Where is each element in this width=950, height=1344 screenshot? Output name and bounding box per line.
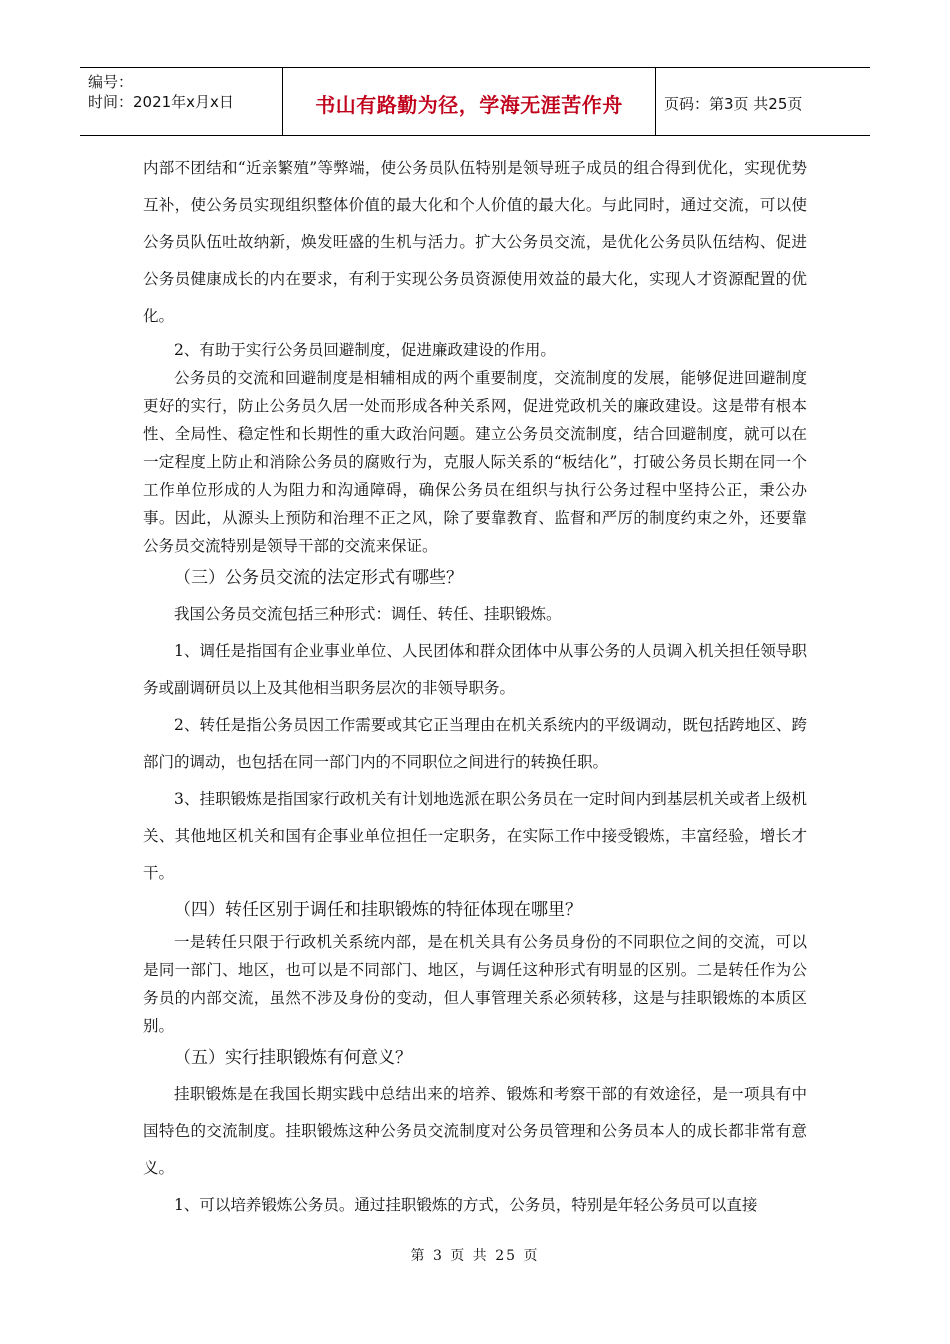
doc-date-label: 时间：2021年x月x日: [88, 93, 234, 111]
document-body: [143, 150, 807, 1224]
section-heading: （三）公务员交流的法定形式有哪些？: [174, 568, 463, 588]
doc-number-label: 编号：: [88, 73, 134, 91]
header-page-cell: [656, 68, 870, 135]
body-paragraph: 一是转任只限于行政机关系统内部，是在机关具有公务员身份的不同职位之间的交流，可以是同一部门、地区，也可以是不同部门、地区，与调任这种形式有明显的区别。二是转任作为公务员的内部交流，虽然不涉及身份的变动，但人事管理关系必须转移，这是与挂职锻炼的本质区别。: [143, 933, 807, 1035]
body-paragraph: 1、可以培养锻炼公务员。通过挂职锻炼的方式，公务员，特别是年轻公务员可以直接: [174, 1196, 758, 1214]
section-heading: （四）转任区别于调任和挂职锻炼的特征体现在哪里？: [174, 900, 582, 920]
section-heading: （五）实行挂职锻炼有何意义？: [174, 1048, 412, 1068]
body-paragraph: 1、调任是指国有企业事业单位、人民团体和群众团体中从事公务的人员调入机关担任领导职务或副调研员以上及其他相当职务层次的非领导职务。: [143, 642, 807, 697]
header-meta-cell: [80, 68, 283, 135]
header-motto: 书山有路勤为径，学海无涯苦作舟: [315, 93, 623, 117]
body-paragraph: 公务员的交流和回避制度是相辅相成的两个重要制度，交流制度的发展，能够促进回避制度更好的实行，防止公务员久居一处而形成各种关系网，促进党政机关的廉政建设。这是带有根本性、全局性、稳定性和长期性的重大政治问题。建立公务员交流制度，结合回避制度，就可以在一定程度上防止和消除公务员的腐败行为，克服人际关系的“板结化”，打破公务员长期在同一个工作单位形成的人为阻力和沟通障碍，确保公务员在组织与执行公务过程中坚持公正，秉公办事。因此，从源头上预防和治理不正之风，除了要靠教育、监督和严厉的制度约束之外，还要靠公务员交流特别是领导干部的交流来保证。: [143, 369, 807, 555]
header-page-number: 页码：第3页 共25页: [664, 95, 803, 113]
header-motto-cell: [283, 68, 656, 135]
body-paragraph: 内部不团结和“近亲繁殖”等弊端，使公务员队伍特别是领导班子成员的组合得到优化，实现优势互补，使公务员实现组织整体价值的最大化和个人价值的最大化。与此同时，通过交流，可以使公务员队伍吐故纳新，焕发旺盛的生机与活力。扩大公务员交流，是优化公务员队伍结构、促进公务员健康成长的内在要求，有利于实现公务员资源使用效益的最大化，实现人才资源配置的优化。: [143, 159, 807, 325]
body-paragraph: 2、有助于实行公务员回避制度，促进廉政建设的作用。: [174, 341, 556, 359]
body-paragraph: 3、挂职锻炼是指国家行政机关有计划地选派在职公务员在一定时间内到基层机关或者上级机关、其他地区机关和国有企事业单位担任一定职务，在实际工作中接受锻炼，丰富经验，增长才干。: [143, 790, 807, 882]
body-paragraph: 我国公务员交流包括三种形式：调任、转任、挂职锻炼。: [174, 605, 562, 623]
body-paragraph: 挂职锻炼是在我国长期实践中总结出来的培养、锻炼和考察干部的有效途径，是一项具有中国特色的交流制度。挂职锻炼这种公务员交流制度对公务员管理和公务员本人的成长都非常有意义。: [143, 1085, 807, 1177]
page-footer: 第 3 页 共 25 页: [410, 1248, 540, 1264]
document-header: [80, 67, 870, 136]
body-paragraph: 2、转任是指公务员因工作需要或其它正当理由在机关系统内的平级调动，既包括跨地区、跨部门的调动，也包括在同一部门内的不同职位之间进行的转换任职。: [143, 716, 807, 771]
